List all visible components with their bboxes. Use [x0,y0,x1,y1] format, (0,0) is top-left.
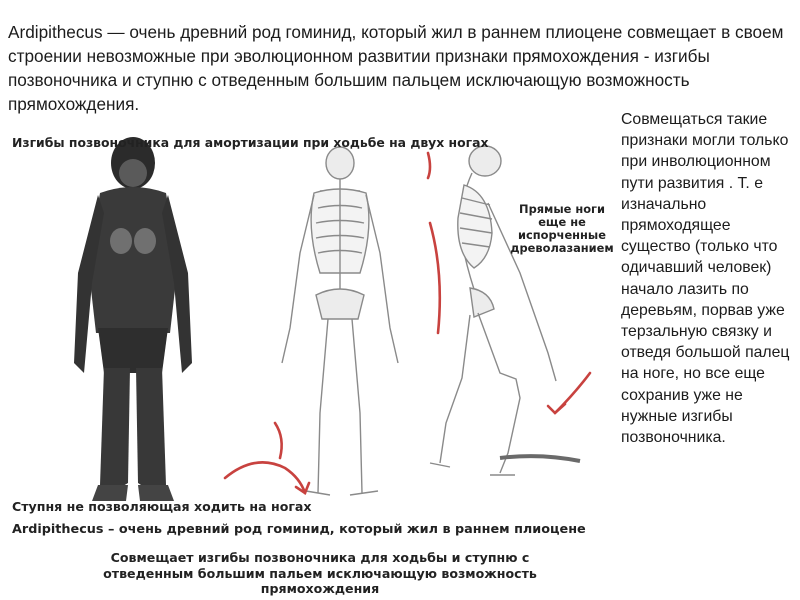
caption-genus: Ardipithecus – очень древний род гоминид, который жил в раннем плиоцене [12,522,586,537]
skeleton-front [282,147,398,495]
side-paragraph: Совмещаться такие признаки могли только при инволюционном пути развития . Т. е изначально прямоходящее существо (только что одичавший человек) начало лазить по деревьям, порвав уже терзальную связку и отведя большой палец на ноге, но все еще сохранив уже не нужные изгибы позвоночника. [621,111,790,447]
arrow-foot-icon [225,462,305,493]
arrowhead-legs-icon [548,404,565,413]
caption-straight-legs: Прямые ноги еще не испорченные древолазанием [510,202,614,255]
ardipithecus-figure [0,123,612,600]
arrow-neck-icon [428,153,430,178]
intro-paragraph: Ardipithecus — очень древний род гоминид, который жил в раннем плиоцене совмещает в своем строении невозможные при эволюционном развитии признаки прямохождения - изгибы позвоночника и ступню с отведенным большим пальцем исключающую возможность прямохождения. [8,22,784,114]
hominid-reconstruction [74,137,192,501]
skeleton-side [430,146,580,475]
arrow-hand-icon [275,423,282,458]
caption-foot: Ступня не позволяющая ходить на ногах [12,499,312,514]
caption-spine-curves: Изгибы позвоночника для амортизации при ходьбе на двух ногах [12,135,489,150]
caption-combination: Совмещает изгибы позвоночника для ходьбы и ступню с отведенным большим пальем исключающую возможность прямохождения [103,550,537,596]
arrow-spine-icon [430,223,440,333]
